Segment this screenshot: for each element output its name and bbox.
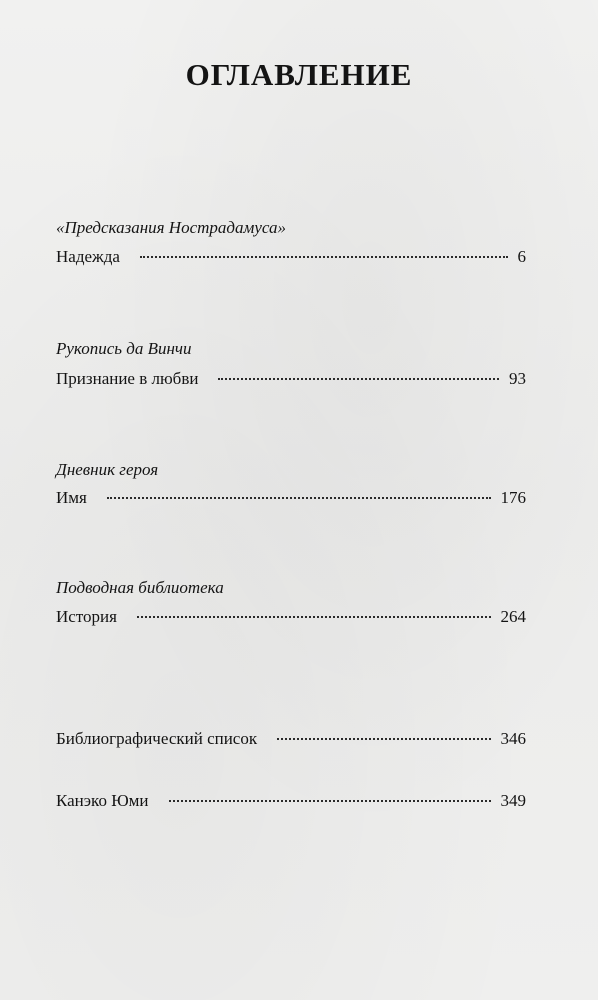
toc-entry-page: 93	[509, 369, 526, 388]
section-title-da-vinci: Рукопись да Винчи	[56, 339, 192, 358]
toc-entry-page: 6	[517, 247, 526, 266]
dot-leader	[107, 497, 491, 499]
toc-entry-page: 264	[500, 607, 526, 626]
toc-entry-page: 176	[500, 488, 526, 507]
toc-entry-priznanie[interactable]	[56, 367, 526, 391]
toc-entry-author[interactable]	[56, 789, 526, 813]
toc-entry-page: 346	[500, 729, 526, 748]
toc-entry-nadezhda[interactable]	[56, 245, 526, 269]
toc-entry-istoriya[interactable]	[56, 605, 526, 629]
dot-leader	[169, 800, 491, 802]
toc-entry-label: Имя	[56, 488, 87, 507]
toc-entry-label: Надежда	[56, 247, 120, 266]
page-title: ОГЛАВЛЕНИЕ	[185, 57, 413, 92]
dot-leader	[218, 378, 499, 380]
section-title-dnevnik: Дневник героя	[56, 460, 159, 479]
toc-entry-page: 349	[500, 791, 526, 810]
toc-entry-imya[interactable]	[56, 486, 526, 510]
toc-entry-label: Признание в любви	[56, 369, 199, 388]
dot-leader	[140, 256, 508, 258]
dot-leader	[277, 738, 490, 740]
section-title-nostradamus: «Предсказания Нострадамуса»	[56, 218, 286, 237]
toc-entry-label: История	[56, 607, 117, 626]
toc-entry-label: Канэко Юми	[56, 791, 149, 810]
toc-entry-label: Библиографический список	[56, 729, 258, 748]
section-title-biblioteka: Подводная библиотека	[56, 578, 224, 597]
dot-leader	[137, 616, 491, 618]
toc-entry-bibliography[interactable]	[56, 727, 526, 751]
